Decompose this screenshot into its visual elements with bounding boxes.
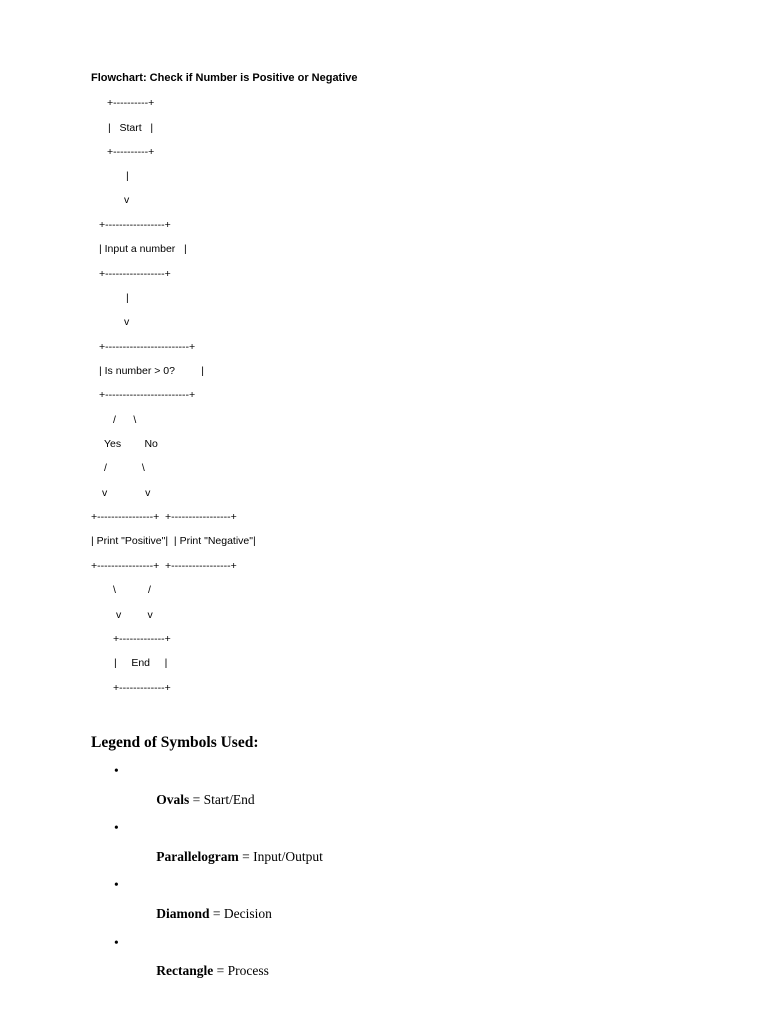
legend-term: Rectangle — [156, 963, 214, 979]
connector-arrow: v — [124, 194, 130, 206]
legend-term: Diamond — [156, 905, 210, 921]
output-boxes-labels: | Print "Positive"| | Print "Negative"| — [91, 535, 256, 547]
legend-meaning: = Process — [213, 963, 269, 979]
legend-term: Parallelogram — [156, 848, 239, 864]
start-box-label: | Start | — [108, 122, 154, 134]
bullet-icon: • — [114, 820, 119, 836]
bullet-icon: • — [114, 934, 119, 950]
legend-meaning: = Input/Output — [238, 848, 323, 864]
legend-heading: Legend of Symbols Used: — [91, 734, 259, 751]
decision-box-bottom-border: +------------------------+ — [99, 389, 196, 401]
legend-term: Ovals — [156, 791, 190, 807]
end-box-top-border: +-------------+ — [113, 633, 171, 645]
merge-lines: \ / — [113, 584, 151, 596]
legend-item-ovals — [91, 764, 323, 821]
branch-arrows: v v — [102, 487, 151, 499]
output-boxes-top-border: +----------------+ +-----------------+ — [91, 511, 237, 523]
end-box-label: | End | — [114, 657, 168, 669]
merge-arrows: v v — [116, 609, 153, 621]
branch-lines: / \ — [113, 414, 137, 426]
legend-meaning: = Decision — [209, 905, 272, 921]
connector-line: | — [126, 292, 129, 304]
branch-lines: / \ — [104, 462, 145, 474]
connector-arrow: v — [124, 316, 130, 328]
decision-box-top-border: +------------------------+ — [99, 341, 196, 353]
document-title: Flowchart: Check if Number is Positive or Negative — [91, 72, 358, 84]
connector-line: | — [126, 170, 129, 182]
input-box-top-border: +-----------------+ — [99, 219, 171, 231]
legend-item-parallelogram — [91, 821, 323, 878]
legend-item-diamond — [91, 878, 323, 935]
legend-meaning: = Start/End — [189, 791, 255, 807]
start-box-top-border: +----------+ — [107, 97, 155, 109]
legend-item-rectangle — [91, 936, 323, 993]
bullet-icon: • — [114, 763, 119, 778]
input-box-label: | Input a number | — [99, 243, 187, 255]
output-boxes-bottom-border: +----------------+ +-----------------+ — [91, 560, 237, 572]
decision-box-label: | Is number > 0? | — [99, 365, 204, 377]
end-box-bottom-border: +-------------+ — [113, 682, 171, 694]
legend-list — [91, 764, 323, 993]
start-box-bottom-border: +----------+ — [107, 146, 155, 158]
input-box-bottom-border: +-----------------+ — [99, 268, 171, 280]
bullet-icon: • — [114, 877, 119, 893]
branch-labels: Yes No — [104, 438, 158, 450]
